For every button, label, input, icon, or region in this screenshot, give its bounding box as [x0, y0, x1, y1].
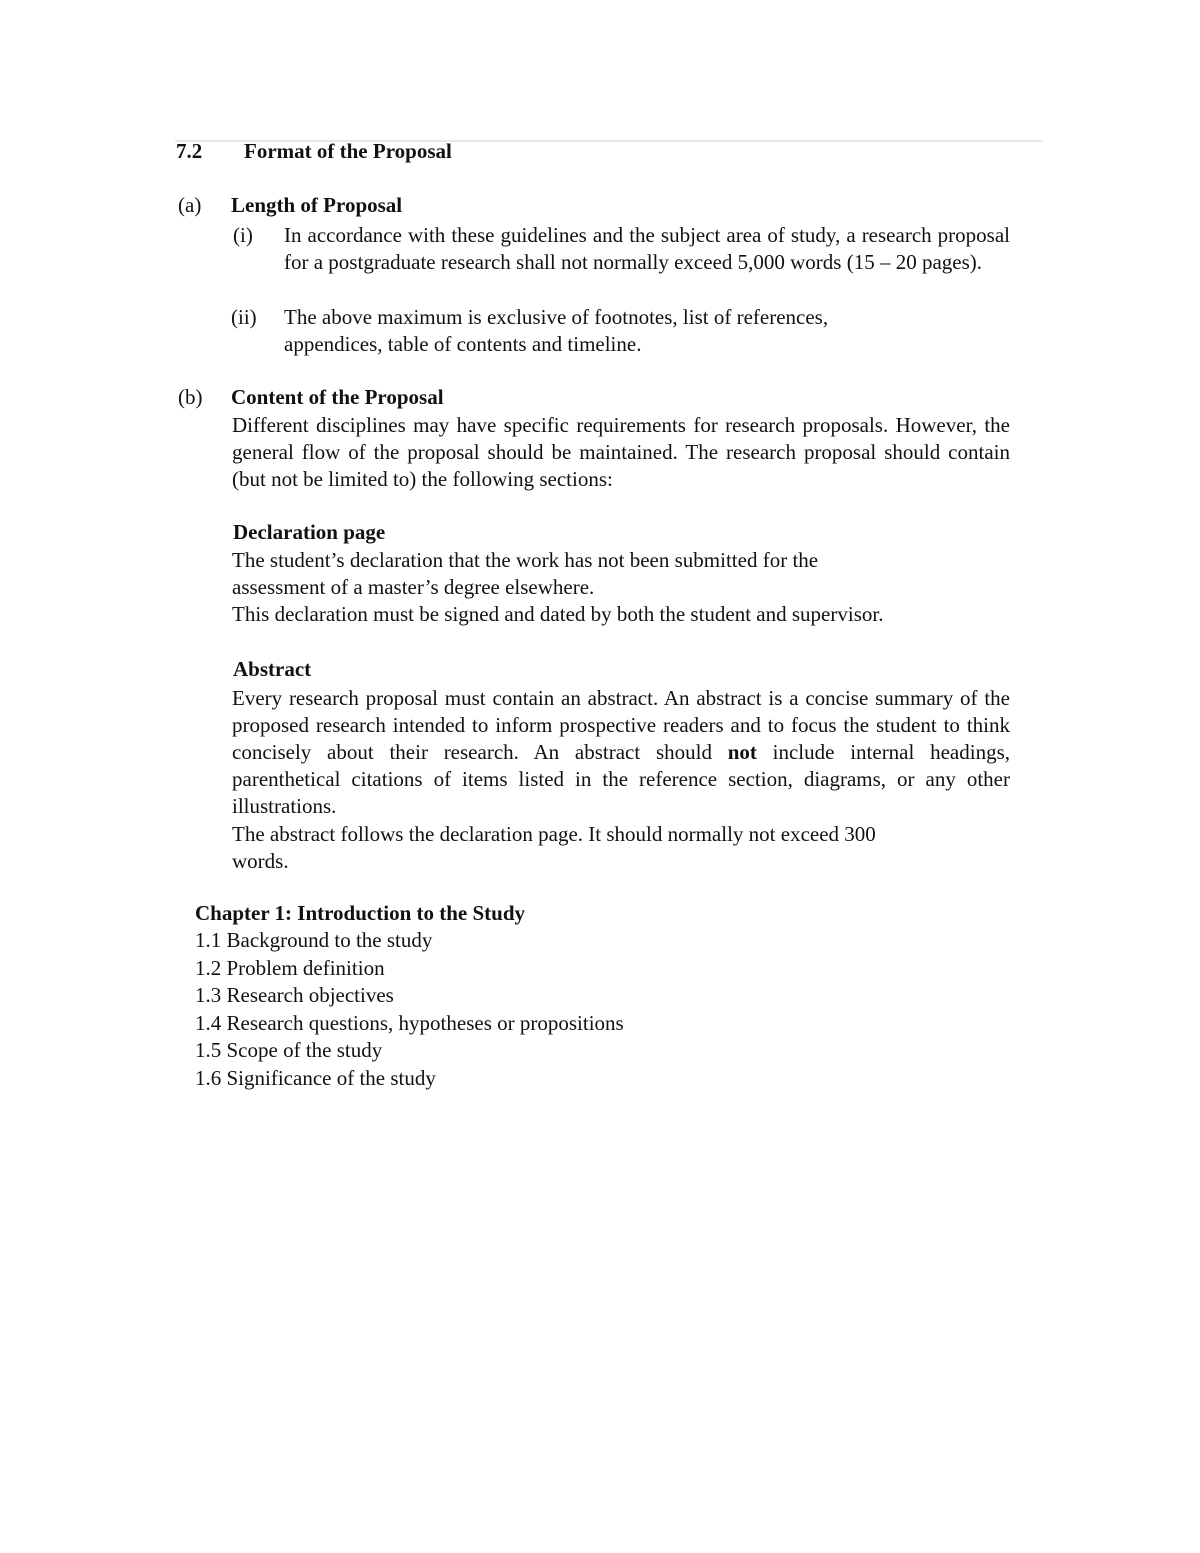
- length-marker: (a): [178, 193, 202, 217]
- length-item-1-marker: (i): [233, 223, 253, 247]
- section-title: Format of the Proposal: [244, 139, 452, 163]
- chapter1-title: Chapter 1: Introduction to the Study: [195, 901, 526, 925]
- content-paragraph: Different disciplines may have specific requirements for research proposals. However, the general flow of the proposal should be maintained. The research proposal should contain (but not be limited to) the following sections:: [232, 413, 1010, 491]
- section-number: 7.2: [176, 139, 203, 163]
- list-item: 1.4 Research questions, hypotheses or propositions: [195, 1010, 624, 1035]
- abstract-text-bold: not: [727, 740, 757, 764]
- abstract-text-after: include internal headings, parenthetical citations of items listed in the reference section, diagrams, or any other illustrations.: [232, 740, 1010, 818]
- abstract-title: Abstract: [233, 657, 312, 681]
- length-item-2-marker: (ii): [231, 305, 257, 329]
- list-item: 1.5 Scope of the study: [195, 1038, 383, 1062]
- list-item: 1.2 Problem definition: [195, 955, 385, 980]
- content-marker: (b): [178, 385, 203, 409]
- abstract-paragraph: [232, 685, 1010, 820]
- list-item: 1.1 Background to the study: [195, 928, 433, 952]
- abstract-note-line-1: The abstract follows the declaration page. It should normally not exceed 300: [232, 822, 876, 846]
- list-item: 1.6 Significance of the study: [195, 1065, 436, 1090]
- abstract-text-before: Every research proposal must contain an abstract. An abstract is a concise summary of the proposed research intended to inform prospective readers and to focus the student to think concisely about their research. An abstract should: [232, 686, 1010, 764]
- length-item-2-line-1: The above maximum is exclusive of footnotes, list of references,: [284, 305, 829, 329]
- declaration-line-1: The student’s declaration that the work has not been submitted for the: [232, 548, 819, 572]
- length-item-2-text: [284, 304, 1010, 358]
- declaration-title: Declaration page: [233, 520, 386, 544]
- list-item: 1.3 Research objectives: [195, 983, 394, 1007]
- length-title: Length of Proposal: [231, 193, 403, 217]
- declaration-line-2: assessment of a master’s degree elsewhere.: [232, 575, 595, 599]
- length-item-2-line-2: appendices, table of contents and timeline.: [284, 332, 642, 356]
- abstract-note: [232, 821, 1022, 875]
- abstract-note-line-2: words.: [232, 849, 289, 873]
- content-title: Content of the Proposal: [231, 385, 444, 409]
- declaration-text: [232, 547, 1022, 628]
- length-item-1-text: In accordance with these guidelines and the subject area of study, a research proposal for a postgraduate research shall not normally exceed 5,000 words (15 – 20 pages).: [284, 223, 1010, 274]
- declaration-line-3: This declaration must be signed and dated by both the student and supervisor.: [232, 602, 884, 626]
- chapter1-list: [195, 927, 895, 1092]
